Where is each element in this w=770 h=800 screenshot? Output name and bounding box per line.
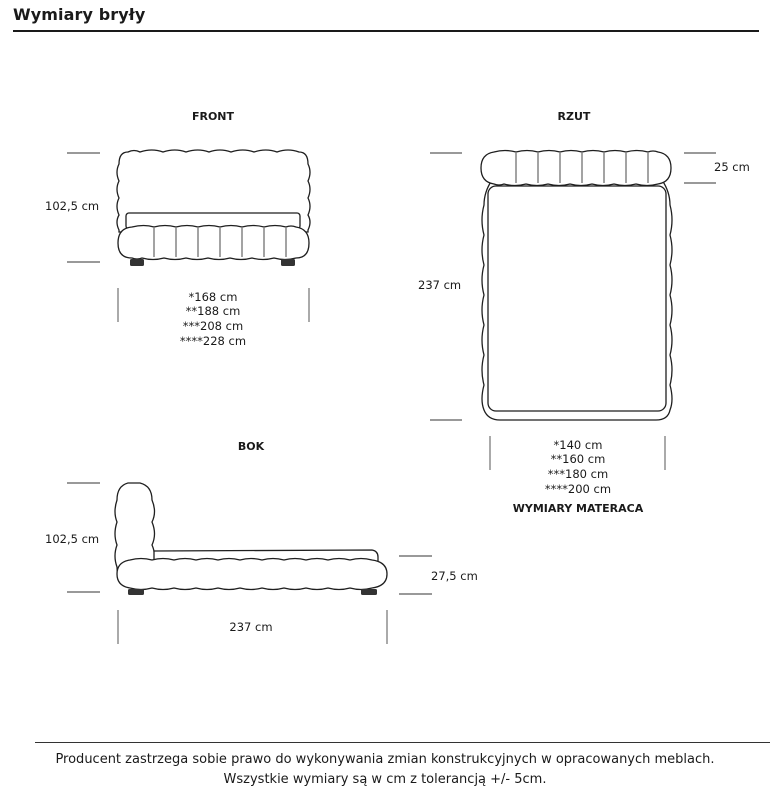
mattress-dimensions-caption: WYMIARY MATERACA (512, 502, 644, 515)
front-foot-right (281, 259, 295, 266)
front-view-title: FRONT (191, 110, 235, 123)
top-view-bed (481, 151, 672, 421)
footer-divider (35, 742, 770, 743)
side-length-label: 237 cm (229, 620, 273, 634)
front-width-label-4: ****228 cm (179, 334, 247, 348)
front-height-label: 102,5 cm (45, 199, 100, 213)
front-view-bed (117, 150, 310, 266)
top-mattress (488, 186, 666, 411)
footer-disclaimer-line2: Wszystkie wymiary są w cm z tolerancją +/- 5cm. (223, 772, 547, 787)
mattress-width-label-4: ****200 cm (544, 482, 612, 496)
mattress-width-label-1: *140 cm (553, 438, 603, 452)
side-view-title: BOK (237, 440, 265, 453)
top-headboard (481, 151, 671, 186)
side-frame-height-label: 27,5 cm (431, 569, 478, 583)
side-foot-right (361, 589, 377, 595)
side-foot-left (128, 589, 144, 595)
mattress-width-label-2: **160 cm (550, 452, 606, 466)
side-height-label: 102,5 cm (45, 532, 100, 546)
side-view-bed (115, 483, 387, 595)
front-width-label-3: ***208 cm (182, 319, 244, 333)
mattress-width-label-3: ***180 cm (547, 467, 609, 481)
front-base-roll (118, 226, 309, 260)
front-foot-left (130, 259, 144, 266)
footer-disclaimer-line1: Producent zastrzega sobie prawo do wykonywania zmian konstrukcyjnych w opracowanych meblach. (55, 752, 715, 767)
front-width-label-1: *168 cm (188, 290, 238, 304)
top-headboard-depth-label: 25 cm (714, 160, 750, 174)
page-title: Wymiary bryły (13, 5, 146, 24)
top-length-label: 237 cm (418, 278, 462, 292)
front-width-label-2: **188 cm (185, 304, 241, 318)
top-view-title: RZUT (557, 110, 591, 123)
side-base-roll (117, 559, 387, 590)
